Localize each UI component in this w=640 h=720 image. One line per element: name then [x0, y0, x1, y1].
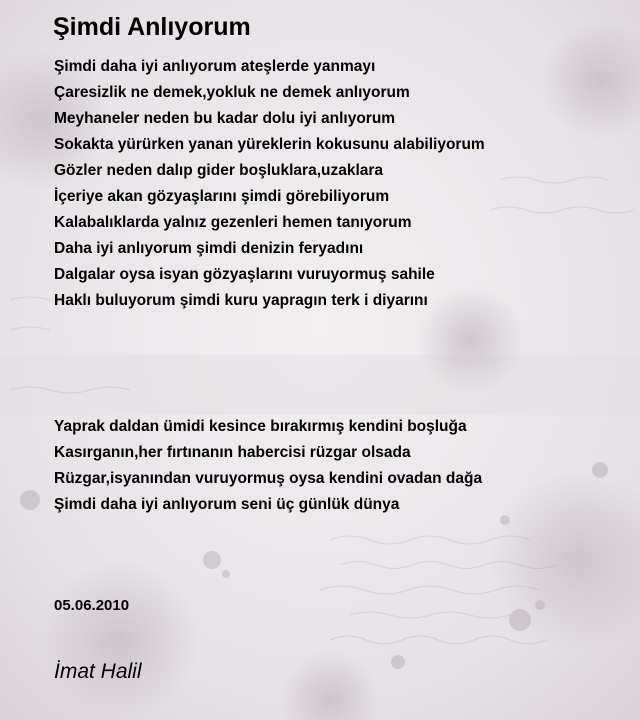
poem-line: Kalabalıklarda yalnız gezenleri hemen tanıyorum: [54, 214, 412, 231]
poem-line: Çaresizlik ne demek,yokluk ne demek anlıyorum: [54, 84, 410, 101]
poem-date: 05.06.2010: [54, 597, 130, 614]
poem-line: Kasırganın,her fırtınanın habercisi rüzgar olsada: [54, 444, 411, 461]
poem-line: Meyhaneler neden bu kadar dolu iyi anlıyorum: [54, 110, 396, 127]
poem-line: Dalgalar oysa isyan gözyaşlarını vuruyormuş sahile: [54, 266, 435, 283]
poem-line: Daha iyi anlıyorum şimdi denizin feryadını: [54, 240, 364, 257]
stanza-1: [54, 54, 485, 314]
poem-line: İçeriye akan gözyaşlarını şimdi görebiliyorum: [54, 188, 390, 205]
poem-title: Şimdi Anlıyorum: [53, 13, 251, 41]
poem-line: Şimdi daha iyi anlıyorum seni üç günlük dünya: [54, 496, 400, 513]
poem-line: Şimdi daha iyi anlıyorum ateşlerde yanmayı: [54, 58, 376, 75]
stanza-2: [54, 414, 482, 518]
poem-line: Rüzgar,isyanından vuruyormuş oysa kendini ovadan dağa: [54, 470, 483, 487]
poem-author: İmat Halil: [54, 660, 142, 683]
poem-line: Yaprak daldan ümidi kesince bırakırmış kendini boşluğa: [54, 418, 467, 435]
poem-line: Gözler neden dalıp gider boşluklara,uzaklara: [54, 162, 384, 179]
poem-line: Sokakta yürürken yanan yüreklerin kokusunu alabiliyorum: [54, 136, 485, 153]
poem-line: Haklı buluyorum şimdi kuru yapragın terk i diyarını: [54, 292, 428, 309]
